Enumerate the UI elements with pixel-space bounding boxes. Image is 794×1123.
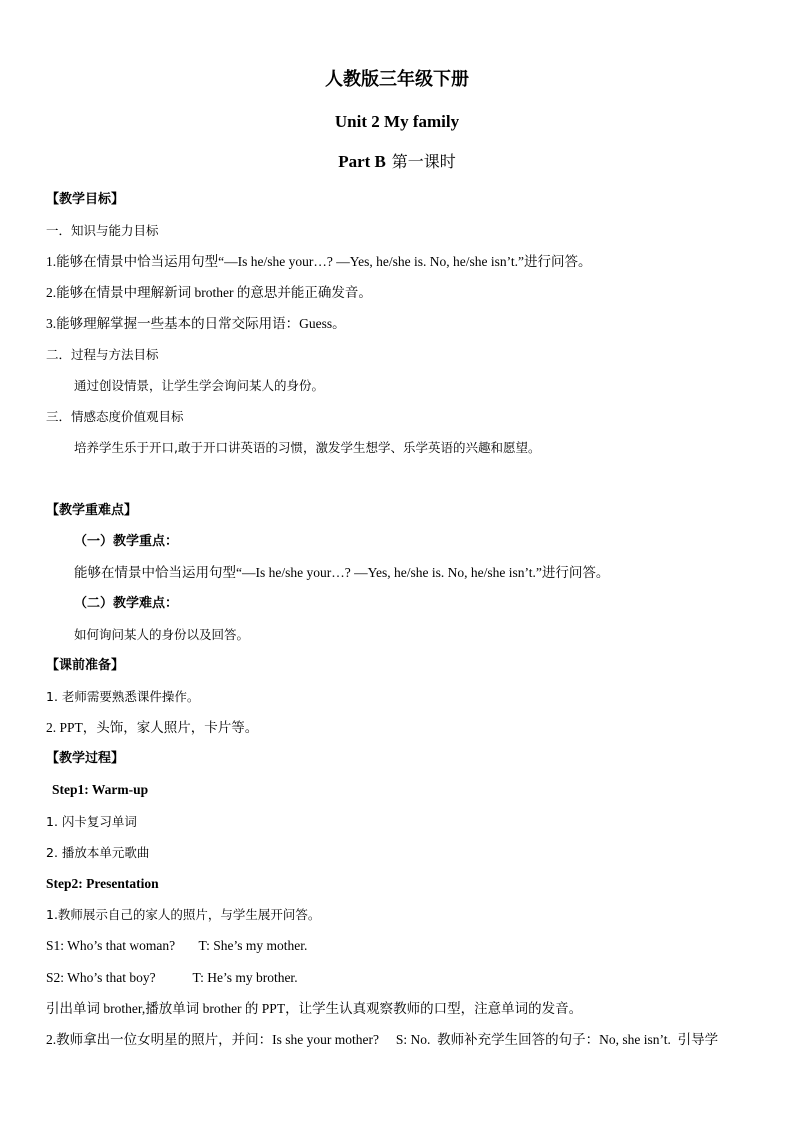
unit-title: Unit 2 My family [334,112,460,131]
document-title: 人教版三年级下册 [325,69,469,90]
step-2-note: 引出单词 brother,播放单词 brother 的 PPT，让学生认真观察教师的口型，注意单词的发音。 [46,1001,583,1016]
lesson-period: 第一课时 [391,152,456,171]
subheading-knowledge: 一．知识与能力目标 [46,223,159,238]
step-2-item-1: 1.教师展示自己的家人的照片，与学生展开问答。 [46,907,321,922]
dialogue-line-1: S1: Who’s that woman? T: She’s my mother. [46,938,308,953]
section-heading-key-points: 【教学重难点】 [46,503,138,518]
key-point-text: 能够在情景中恰当运用句型“—Is he/she your…? —Yes, he/she is. No, he/she isn’t.”进行问答。 [74,565,610,580]
difficulty-text: 如何询问某人的身份以及回答。 [74,627,250,642]
section-heading-preparation: 【课前准备】 [46,658,125,673]
subheading-process: 二．过程与方法目标 [46,347,159,362]
step-2-item-2: 2.教师拿出一位女明星的照片，并问：Is she your mother? S: No. 教师补充学生回答的句子：No, she isn’t. 引导学 [46,1032,719,1047]
objective-item-3: 3.能够理解掌握一些基本的日常交际用语：Guess。 [46,316,346,331]
step-1-item-1: 1. 闪卡复习单词 [46,814,137,829]
subheading-attitude: 三．情感态度价值观目标 [46,409,184,424]
lesson-title [0,151,794,173]
lesson-part: Part B [338,152,386,171]
step-1-item-2: 2. 播放本单元歌曲 [46,845,150,860]
objective-item-2: 2.能够在情景中理解新词 brother 的意思并能正确发音。 [46,285,372,300]
dialogue-line-2: S2: Who’s that boy? T: He’s my brother. [46,970,298,985]
subheading-key-point: （一）教学重点： [74,534,179,549]
section-heading-procedure: 【教学过程】 [46,751,125,766]
step-2-heading: Step2: Presentation [46,876,159,891]
preparation-item-1: 1. 老师需要熟悉课件操作。 [46,689,200,704]
section-heading-objectives: 【教学目标】 [46,192,125,207]
process-text: 通过创设情景，让学生学会询问某人的身份。 [74,378,325,393]
objective-item-1: 1.能够在情景中恰当运用句型“—Is he/she your…? —Yes, he/she is. No, he/she isn’t.”进行问答。 [46,254,592,269]
attitude-text: 培养学生乐于开口,敢于开口讲英语的习惯，激发学生想学、乐学英语的兴趣和愿望。 [74,440,541,455]
step-1-heading: Step1: Warm-up [52,782,149,797]
subheading-difficulty: （二）教学难点： [74,596,179,611]
preparation-item-2: 2. PPT，头饰，家人照片，卡片等。 [46,720,259,735]
